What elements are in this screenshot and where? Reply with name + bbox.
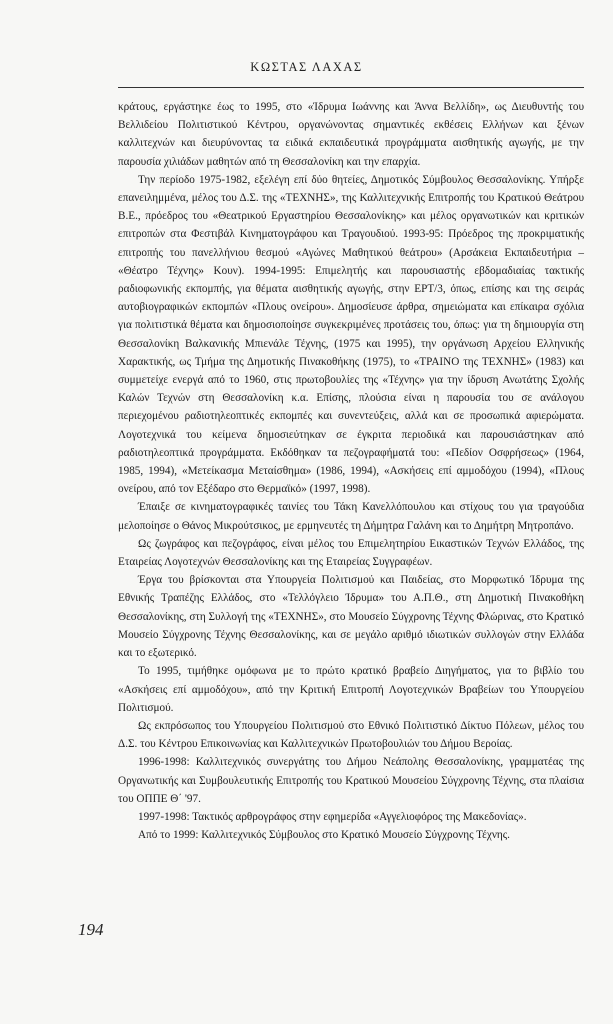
paragraph: κράτους, εργάστηκε έως το 1995, στο «Ίδρυμα Ιωάννης και Άννα Βελλίδη», ως Διευθυντής του Βελλιδείου Πολιτιστικού Κέντρου, οργανώνοντας σημαντικές εκθέσεις Ελλήνων και ξένων καλλιτεχνών και διευρύνοντας τα ειδικά εκπαιδευτικά προγράμματα αισθητικής αγωγής, με την παρουσία χιλιάδων μαθητών από τη Θεσσαλονίκη και την επαρχία. [118, 101, 584, 168]
paragraph: Έπαιξε σε κινηματογραφικές ταινίες του Τάκη Κανελλόπουλου και στίχους του για τραγούδια μελοποίησε ο Θάνος Μικρούτσικος, με ερμηνευτές τη Δήμητρα Γαλάνη και το Δημήτρη Μητροπάνο. [118, 501, 584, 532]
paragraph: Ως εκπρόσωπος του Υπουργείου Πολιτισμού στο Εθνικό Πολιτιστικό Δίκτυο Πόλεων, μέλος του Δ.Σ. του Κέντρου Επικοινωνίας και Καλλιτεχνικών Πρωτοβουλιών του Δήμου Βεροίας. [118, 719, 584, 751]
paragraph: 1996-1998: Καλλιτεχνικός συνεργάτης του Δήμου Νεάπολης Θεσσαλονίκης, γραμματέας της Οργανωτικής και Συμβουλευτικής Επιτροπής του Κρατικού Μουσείου Σύγχρονης Τέχνης, στα πλαίσια του ΟΠΠΕ Θ΄ '97. [118, 756, 584, 805]
running-header: ΚΩΣΤΑΣ ΛΑΧΑΣ [250, 60, 363, 74]
paragraph: Από το 1999: Καλλιτεχνικός Σύμβουλος στο Κρατικό Μουσείο Σύγχρονης Τέχνης. [138, 829, 510, 842]
page-number: 194 [78, 920, 104, 939]
paragraph: Το 1995, τιμήθηκε ομόφωνα με το πρώτο κρατικό βραβείο Διηγήματος, για το βιβλίο του «Ασκήσεις επί αμμοδόχου», από την Κριτική Επιτροπή Λογοτεχνικών Βραβείων του Υπουργείου Πολιτισμού. [118, 665, 584, 714]
header-rule [118, 87, 584, 88]
body-text [118, 98, 584, 844]
paragraph: Έργα του βρίσκονται στα Υπουργεία Πολιτισμού και Παιδείας, στο Μορφωτικό Ίδρυμα της Εθνικής Τραπέζης Ελλάδος, στο «Τελλόγλειο Ίδρυμα» του Α.Π.Θ., στη Δημοτική Πινακοθήκη Θεσσαλονίκης, στη Συλλογή της «ΤΕΧΝΗΣ», στο Μουσείο Σύγχρονης Τέχνης Φλώρινας, στο Κρατικό Μουσείο Σύγχρονης Τέχνης Θεσσαλονίκης, και σε μεγάλο αριθμό ιδιωτικών συλλογών στην Ελλάδα και το εξωτερικό. [118, 574, 584, 660]
paragraph: Ως ζωγράφος και πεζογράφος, είναι μέλος του Επιμελητηρίου Εικαστικών Τεχνών Ελλάδος, της Εταιρείας Λογοτεχνών Θεσσαλονίκης και της Εταιρείας Συγγραφέων. [118, 537, 584, 569]
paragraph: Την περίοδο 1975-1982, εξελέγη επί δύο θητείες, Δημοτικός Σύμβουλος Θεσσαλονίκης. Υπήρξε επανειλημμένα, μέλος του Δ.Σ. της «ΤΕΧΝΗΣ», της Καλλιτεχνικής Επιτροπής του Κρατικού Θεάτρου Β.Ε., πρόεδρος του «Θεατρικού Εργαστηρίου Θεσσαλονίκης» και μέλος οργανωτικών και κριτικών επιτροπών στα Φεστιβάλ Κινηματογράφου και Τραγουδιού. 1993-95: Πρόεδρος της προκριματικής επιτροπής του πανελλήνιου θεσμού «Αγώνες Μαθητικού θεάτρου» (Αρσάκεια Εκπαιδευτήρια – «Θέατρο Τέχνης» Κουν). 1994-1995: Επιμελητής και παρουσιαστής εβδομαδιαίας τακτικής ραδιοφωνικής εκπομπής, για θέματα αισθητικής αγωγής, στην ΕΡΤ/3, όπως, επίσης και της σειράς αυτοβιογραφικών εκπομπών «Πλους ονείρου». Δημοσίευσε άρθρα, σημειώματα και επίκαιρα σχόλια για πολιτιστικά θέματα και δημοσιοποίησε συγκεκριμένες προτάσεις του, όπως: για τη δημιουργία στη Θεσσαλονίκη Βαλκανικής Μπιενάλε Τέχνης, (1975 και 1995), την οργάνωση Αρχείου Ελληνικής Χαρακτικής, ως Τμήμα της Δημοτικής Πινακοθήκης (1975), το «ΤΡΑΙΝΟ της ΤΕΧΝΗΣ» (1983) και συμμετείχε ενεργά από το 1960, στις πρωτοβουλίες της «Τέχνης» για την ίδρυση Ανωτάτης Σχολής Καλών Τεχνών στη Θεσσαλονίκη κ.α. Επίσης, πλούσια είναι η παρουσία του σε ανάλογου περιεχομένου ραδιοτηλεοπτικές εκπομπές και συνεντεύξεις, αλλά και σε προσωπικά αφιερώματα. Λογοτεχνικά του κείμενα δημοσιεύτηκαν σε έγκριτα περιοδικά και παρουσιάστηκαν από ραδιοτηλεοπτικά προγράμματα. Εκδόθηκαν τα πεζογραφήματά του: «Πεδίον Οσφρήσεως» (1964, 1985, 1994), «Μετείκασμα Μεταίσθημα» (1986, 1994), «Ασκήσεις επί αμμοδόχου (1994), «Πλους ονείρου, από τον Εξέδαρο στο Θερμαϊκό» (1997, 1998). [118, 173, 584, 496]
paragraph: 1997-1998: Τακτικός αρθρογράφος στην εφημερίδα «Αγγελιοφόρος της Μακεδονίας». [138, 810, 527, 823]
